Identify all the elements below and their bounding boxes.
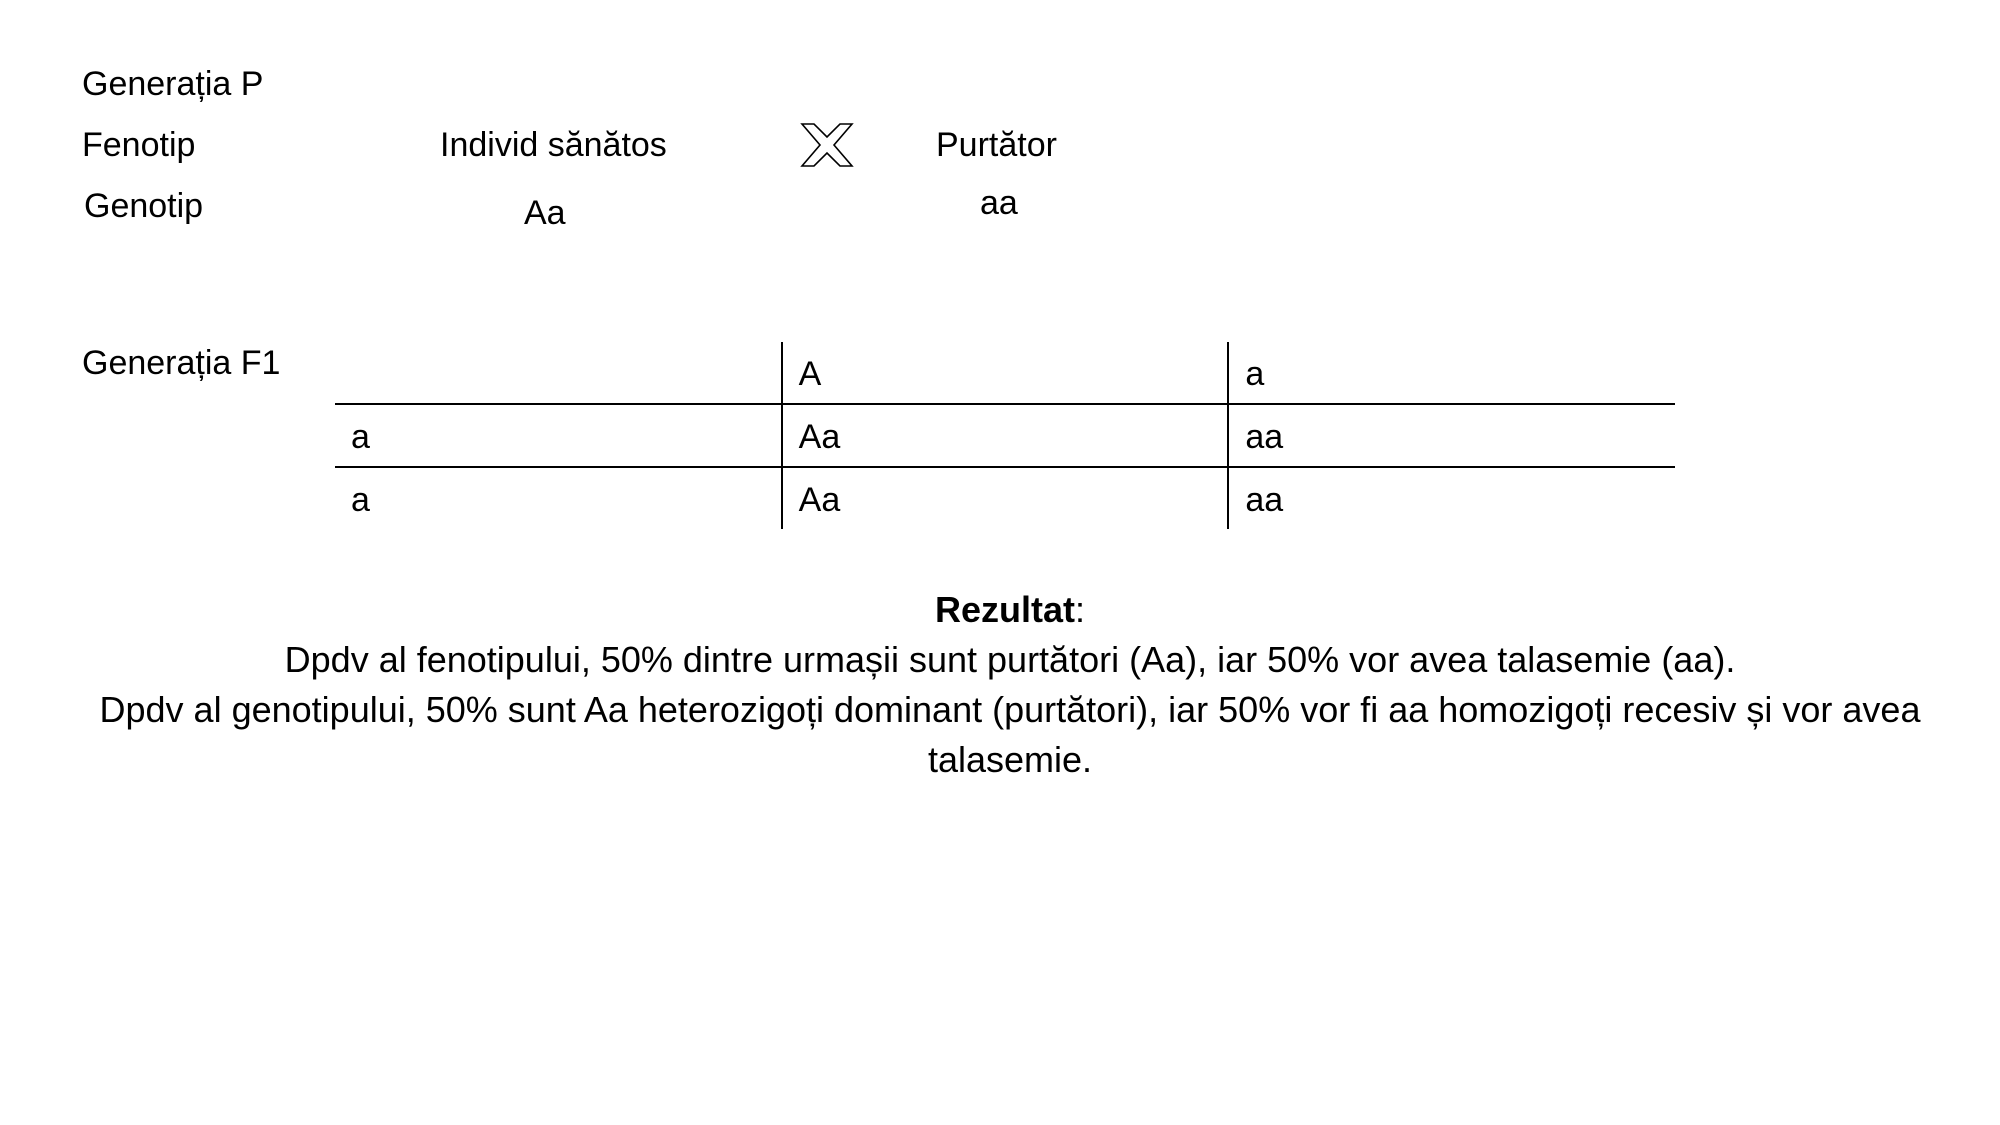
result-colon: : (1075, 589, 1086, 630)
punnett-cell: Aa (782, 467, 1229, 529)
genotip-label: Genotip (84, 187, 204, 225)
punnett-corner-cell (335, 342, 782, 404)
parent1-fenotip: Individ sănătos (440, 126, 667, 164)
fenotip-label: Fenotip (82, 126, 196, 164)
punnett-row (335, 404, 1675, 467)
punnett-square (335, 342, 1675, 529)
punnett-row (335, 467, 1675, 529)
result-fenotip-text: Dpdv al fenotipului, 50% dintre urmașii sunt purtători (Aa), iar 50% vor avea talasemie (aa). (284, 639, 1736, 680)
generation-p-title: Generația P (82, 65, 264, 103)
result-heading (80, 585, 1940, 635)
result-section (80, 585, 1940, 785)
result-title: Rezultat (934, 589, 1075, 630)
punnett-header-row (335, 342, 1675, 404)
punnett-cell: aa (1228, 404, 1675, 467)
cross-icon (798, 120, 856, 170)
punnett-row-label: a (335, 404, 782, 467)
parent1-genotip: Aa (524, 194, 566, 232)
punnett-header-cell: a (1228, 342, 1675, 404)
punnett-cell: Aa (782, 404, 1229, 467)
punnett-cell: aa (1228, 467, 1675, 529)
punnett-header-cell: A (782, 342, 1229, 404)
punnett-row-label: a (351, 481, 370, 519)
parent2-genotip: aa (980, 184, 1018, 222)
generation-f1-title: Generația F1 (82, 344, 281, 382)
result-genotip-text: Dpdv al genotipului, 50% sunt Aa heterozigoți dominant (purtători), iar 50% vor fi aa homozigoți recesiv și vor avea talasemie. (99, 689, 1921, 780)
parent2-fenotip: Purtător (936, 126, 1057, 164)
